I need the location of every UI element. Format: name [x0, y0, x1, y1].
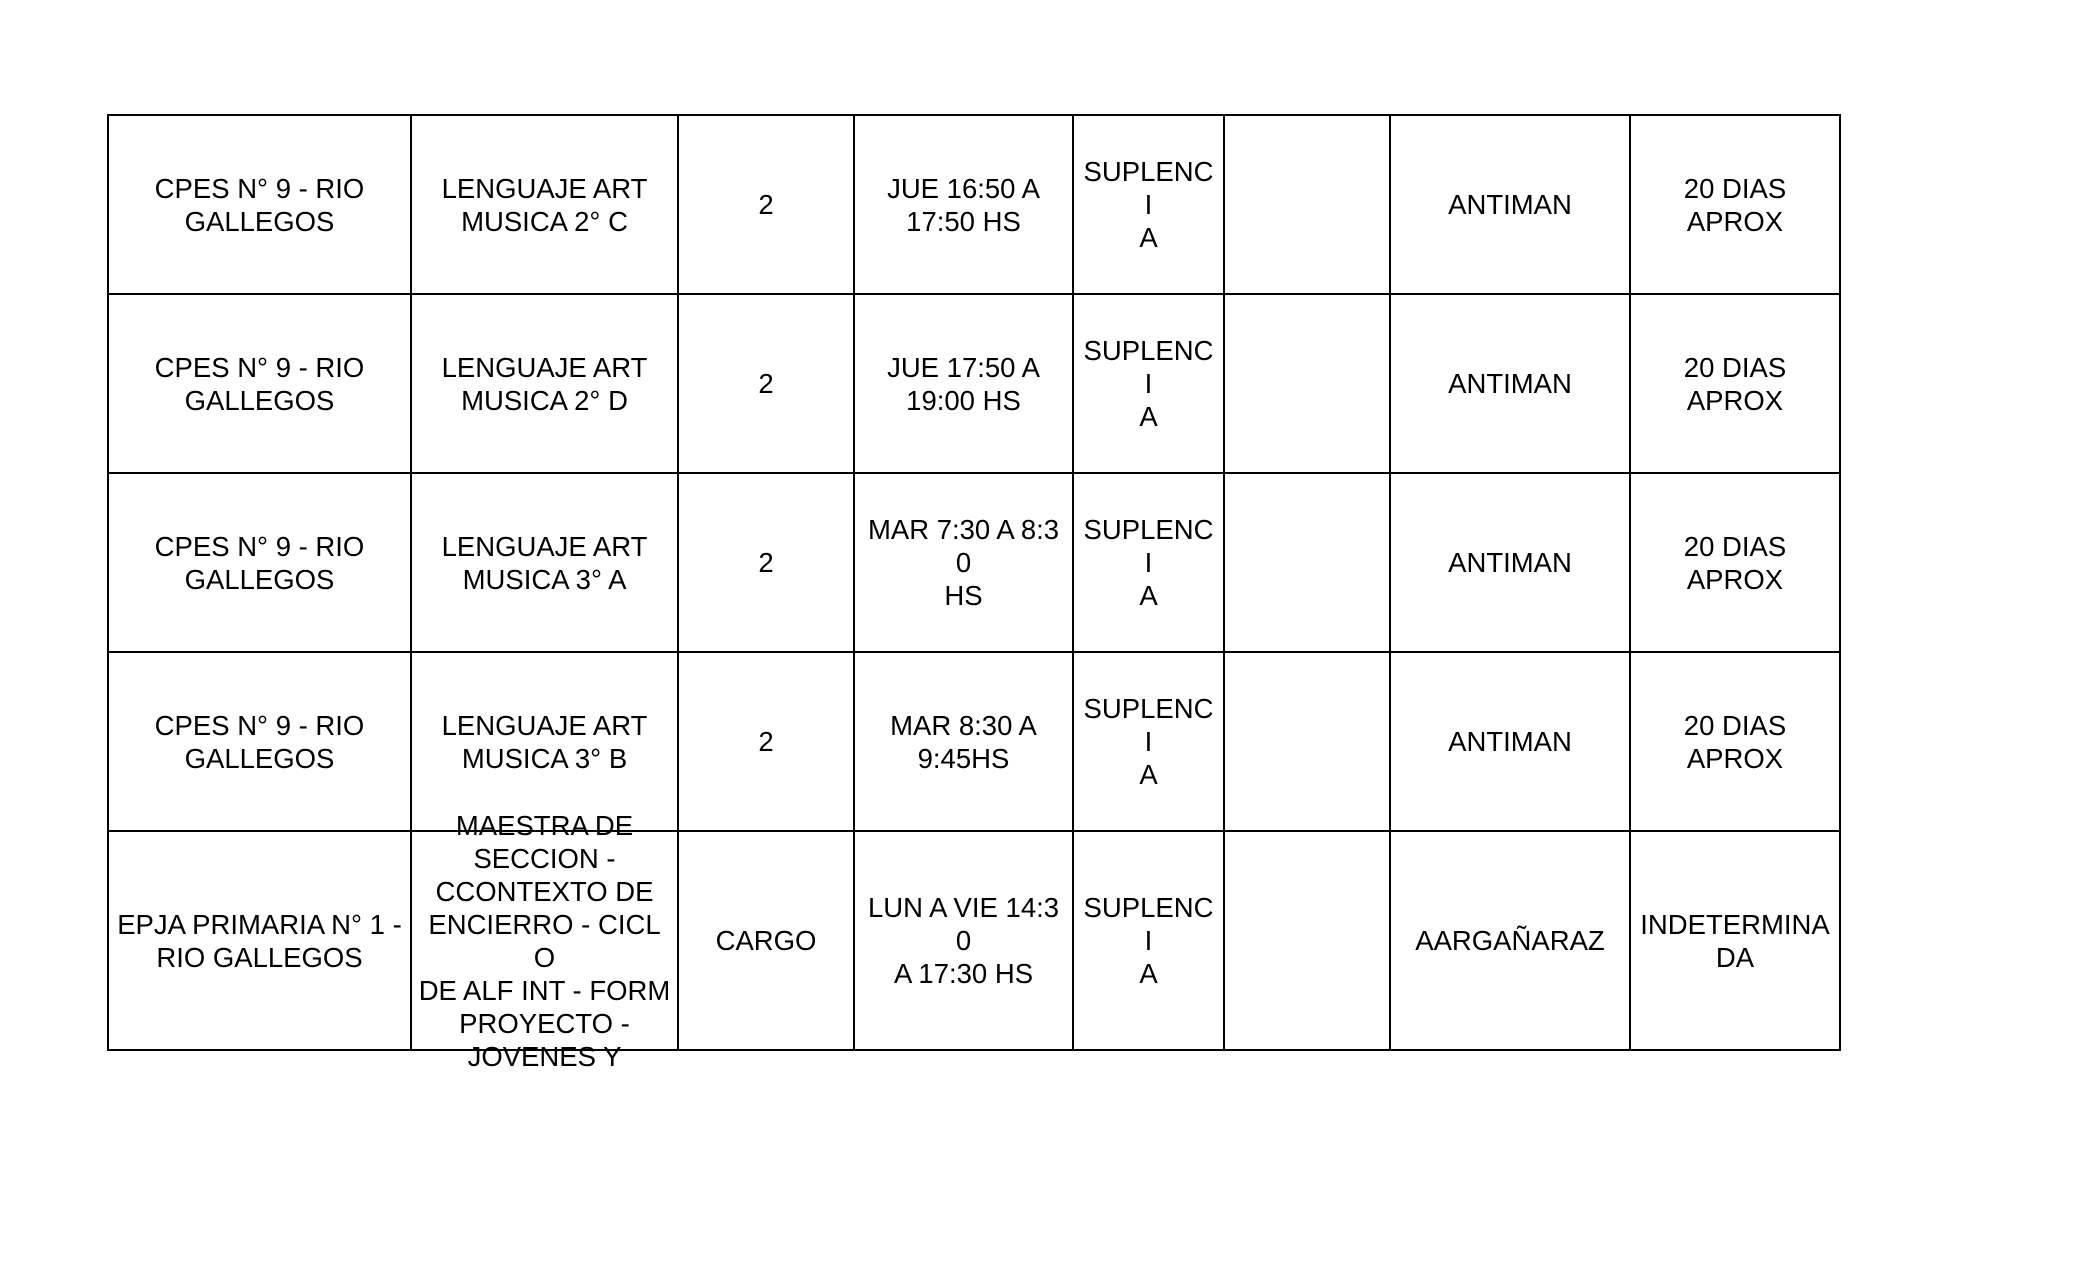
empty-cell[interactable]	[1224, 652, 1390, 831]
table-row	[108, 652, 1840, 831]
school-cell[interactable]: EPJA PRIMARIA N° 1 - RIO GALLEGOS	[108, 831, 411, 1050]
hours-cell[interactable]: 2	[678, 652, 854, 831]
empty-cell[interactable]	[1224, 294, 1390, 473]
school-cell[interactable]: CPES N° 9 - RIO GALLEGOS	[108, 115, 411, 294]
schedule-cell[interactable]: JUE 17:50 A 19:00 HS	[854, 294, 1073, 473]
vacancy-table	[107, 114, 1841, 1072]
schedule-cell[interactable]: LUN A VIE 14:30 A 17:30 HS	[854, 831, 1073, 1050]
table-row	[108, 294, 1840, 473]
empty-cell[interactable]	[1224, 115, 1390, 294]
duration-cell[interactable]: 20 DIAS APROX	[1630, 652, 1840, 831]
subject-cell[interactable]: LENGUAJE ART MUSICA 2° C	[411, 115, 678, 294]
schedule-cell[interactable]: MAR 7:30 A 8:30 HS	[854, 473, 1073, 652]
schedule-cell[interactable]: JUE 16:50 A 17:50 HS	[854, 115, 1073, 294]
hours-cell[interactable]: 2	[678, 115, 854, 294]
hours-cell[interactable]: CARGO	[678, 831, 854, 1050]
subject-cell[interactable]: LENGUAJE ART MUSICA 2° D	[411, 294, 678, 473]
type-cell[interactable]: SUPLENCI A	[1073, 652, 1224, 831]
duration-cell[interactable]: 20 DIAS APROX	[1630, 473, 1840, 652]
duration-cell[interactable]: INDETERMINA DA	[1630, 831, 1840, 1050]
school-cell[interactable]: CPES N° 9 - RIO GALLEGOS	[108, 473, 411, 652]
type-cell[interactable]: SUPLENCI A	[1073, 294, 1224, 473]
holder-cell[interactable]: ANTIMAN	[1390, 473, 1630, 652]
type-cell[interactable]: SUPLENCI A	[1073, 473, 1224, 652]
subject-cell[interactable]: LENGUAJE ART MUSICA 3° B	[411, 652, 678, 831]
empty-cell[interactable]	[1224, 831, 1390, 1050]
holder-cell[interactable]: ANTIMAN	[1390, 115, 1630, 294]
table-row	[108, 831, 1840, 1050]
school-cell[interactable]: CPES N° 9 - RIO GALLEGOS	[108, 652, 411, 831]
holder-cell[interactable]: ANTIMAN	[1390, 652, 1630, 831]
type-cell[interactable]: SUPLENCI A	[1073, 115, 1224, 294]
duration-cell[interactable]: 20 DIAS APROX	[1630, 115, 1840, 294]
subject-cell[interactable]: LENGUAJE ART MUSICA 3° A	[411, 473, 678, 652]
duration-cell[interactable]: 20 DIAS APROX	[1630, 294, 1840, 473]
hours-cell[interactable]: 2	[678, 294, 854, 473]
holder-cell[interactable]: ANTIMAN	[1390, 294, 1630, 473]
empty-cell[interactable]	[1224, 473, 1390, 652]
table-row	[108, 473, 1840, 652]
type-cell[interactable]: SUPLENCI A	[1073, 831, 1224, 1050]
holder-cell[interactable]: AARGAÑARAZ	[1390, 831, 1630, 1050]
hours-cell[interactable]: 2	[678, 473, 854, 652]
school-cell[interactable]: CPES N° 9 - RIO GALLEGOS	[108, 294, 411, 473]
subject-cell[interactable]: MAESTRA DE SECCION - CCONTEXTO DE ENCIERRO - CICLO DE ALF INT - FORM PROYECTO - JOVENES Y	[411, 831, 678, 1050]
schedule-cell[interactable]: MAR 8:30 A 9:45HS	[854, 652, 1073, 831]
table-row	[108, 115, 1840, 294]
